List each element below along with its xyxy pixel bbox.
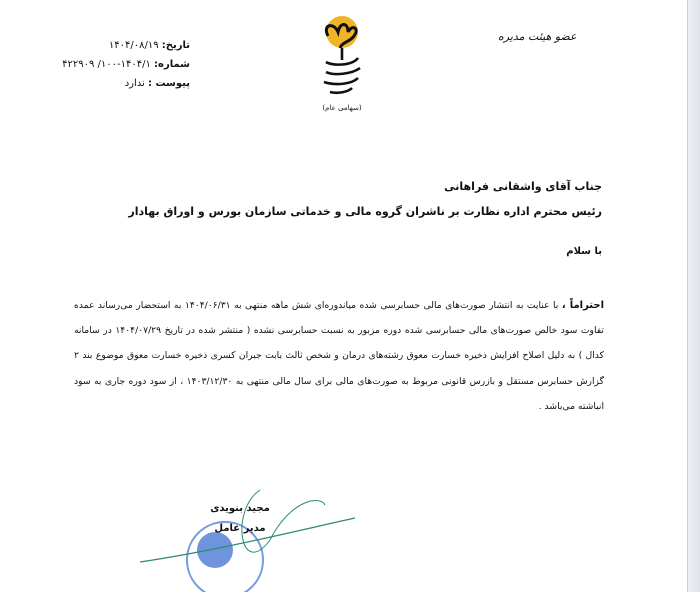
addressee-name: جناب آقای واشقانی فراهانی (444, 180, 602, 193)
number-label: شماره: (154, 59, 190, 70)
signatory-position: مدیر عامل (214, 523, 266, 534)
page-edge-line (687, 0, 688, 592)
addressee-title: رئیس محترم اداره نظارت بر ناشران گروه مالی و خدماتی سازمان بورس و اوراق بهادار (128, 205, 602, 218)
attachment-label: پیوست : (147, 78, 190, 89)
letter-meta (30, 36, 190, 93)
date-row (30, 36, 190, 55)
signature-stamp (140, 480, 360, 596)
company-logo (312, 14, 370, 108)
page-edge (688, 0, 700, 592)
logo-caption: (سهامی عام) (322, 104, 362, 112)
date-value: ۱۴۰۴/۰۸/۱۹ (108, 40, 159, 51)
signatory-name: مجید بنویدی (210, 503, 270, 514)
number-value: ۱۴۰۴/۱-۱۰۰/ ۴۲۲۹۰۹ (62, 59, 151, 70)
date-label: تاریخ: (161, 40, 190, 51)
letter-body (74, 293, 604, 419)
number-row (30, 55, 190, 74)
greeting: با سلام (566, 246, 602, 257)
attachment-row (30, 74, 190, 93)
board-member-label: عضو هیئت مدیره (498, 30, 577, 43)
attachment-value: ندارد (124, 78, 145, 89)
body-text: با عنایت به انتشار صورت‌های مالی حسابرسی شده میاندوره‌ای شش ماهه منتهی به ۱۴۰۴/۰۶/۳۱ به استحضار می‌رساند عمده تفاوت سود خالص صورت‌های مالی حسابرسی شده دوره مزبور به نسبت حسابرسی نشده ( منتشر شده در تاریخ ۱۴۰۴/۰۷/۲۹ در سامانه کدال ) به دلیل اصلاح افزایش ذخیره خسارت معوق رشته‌های درمان و شخص ثالث بابت جبران کسری ذخیره خسارت معوق موضوع بند ۲ گزارش حسابرس مستقل و بازرس قانونی مربوط به صورت‌های مالی برای سال مالی منتهی به ۱۴۰۳/۱۲/۳۰ ، از سود دوره جاری به سود انباشته می‌باشد . (74, 300, 604, 412)
opening: احتراماً ، (561, 300, 605, 311)
